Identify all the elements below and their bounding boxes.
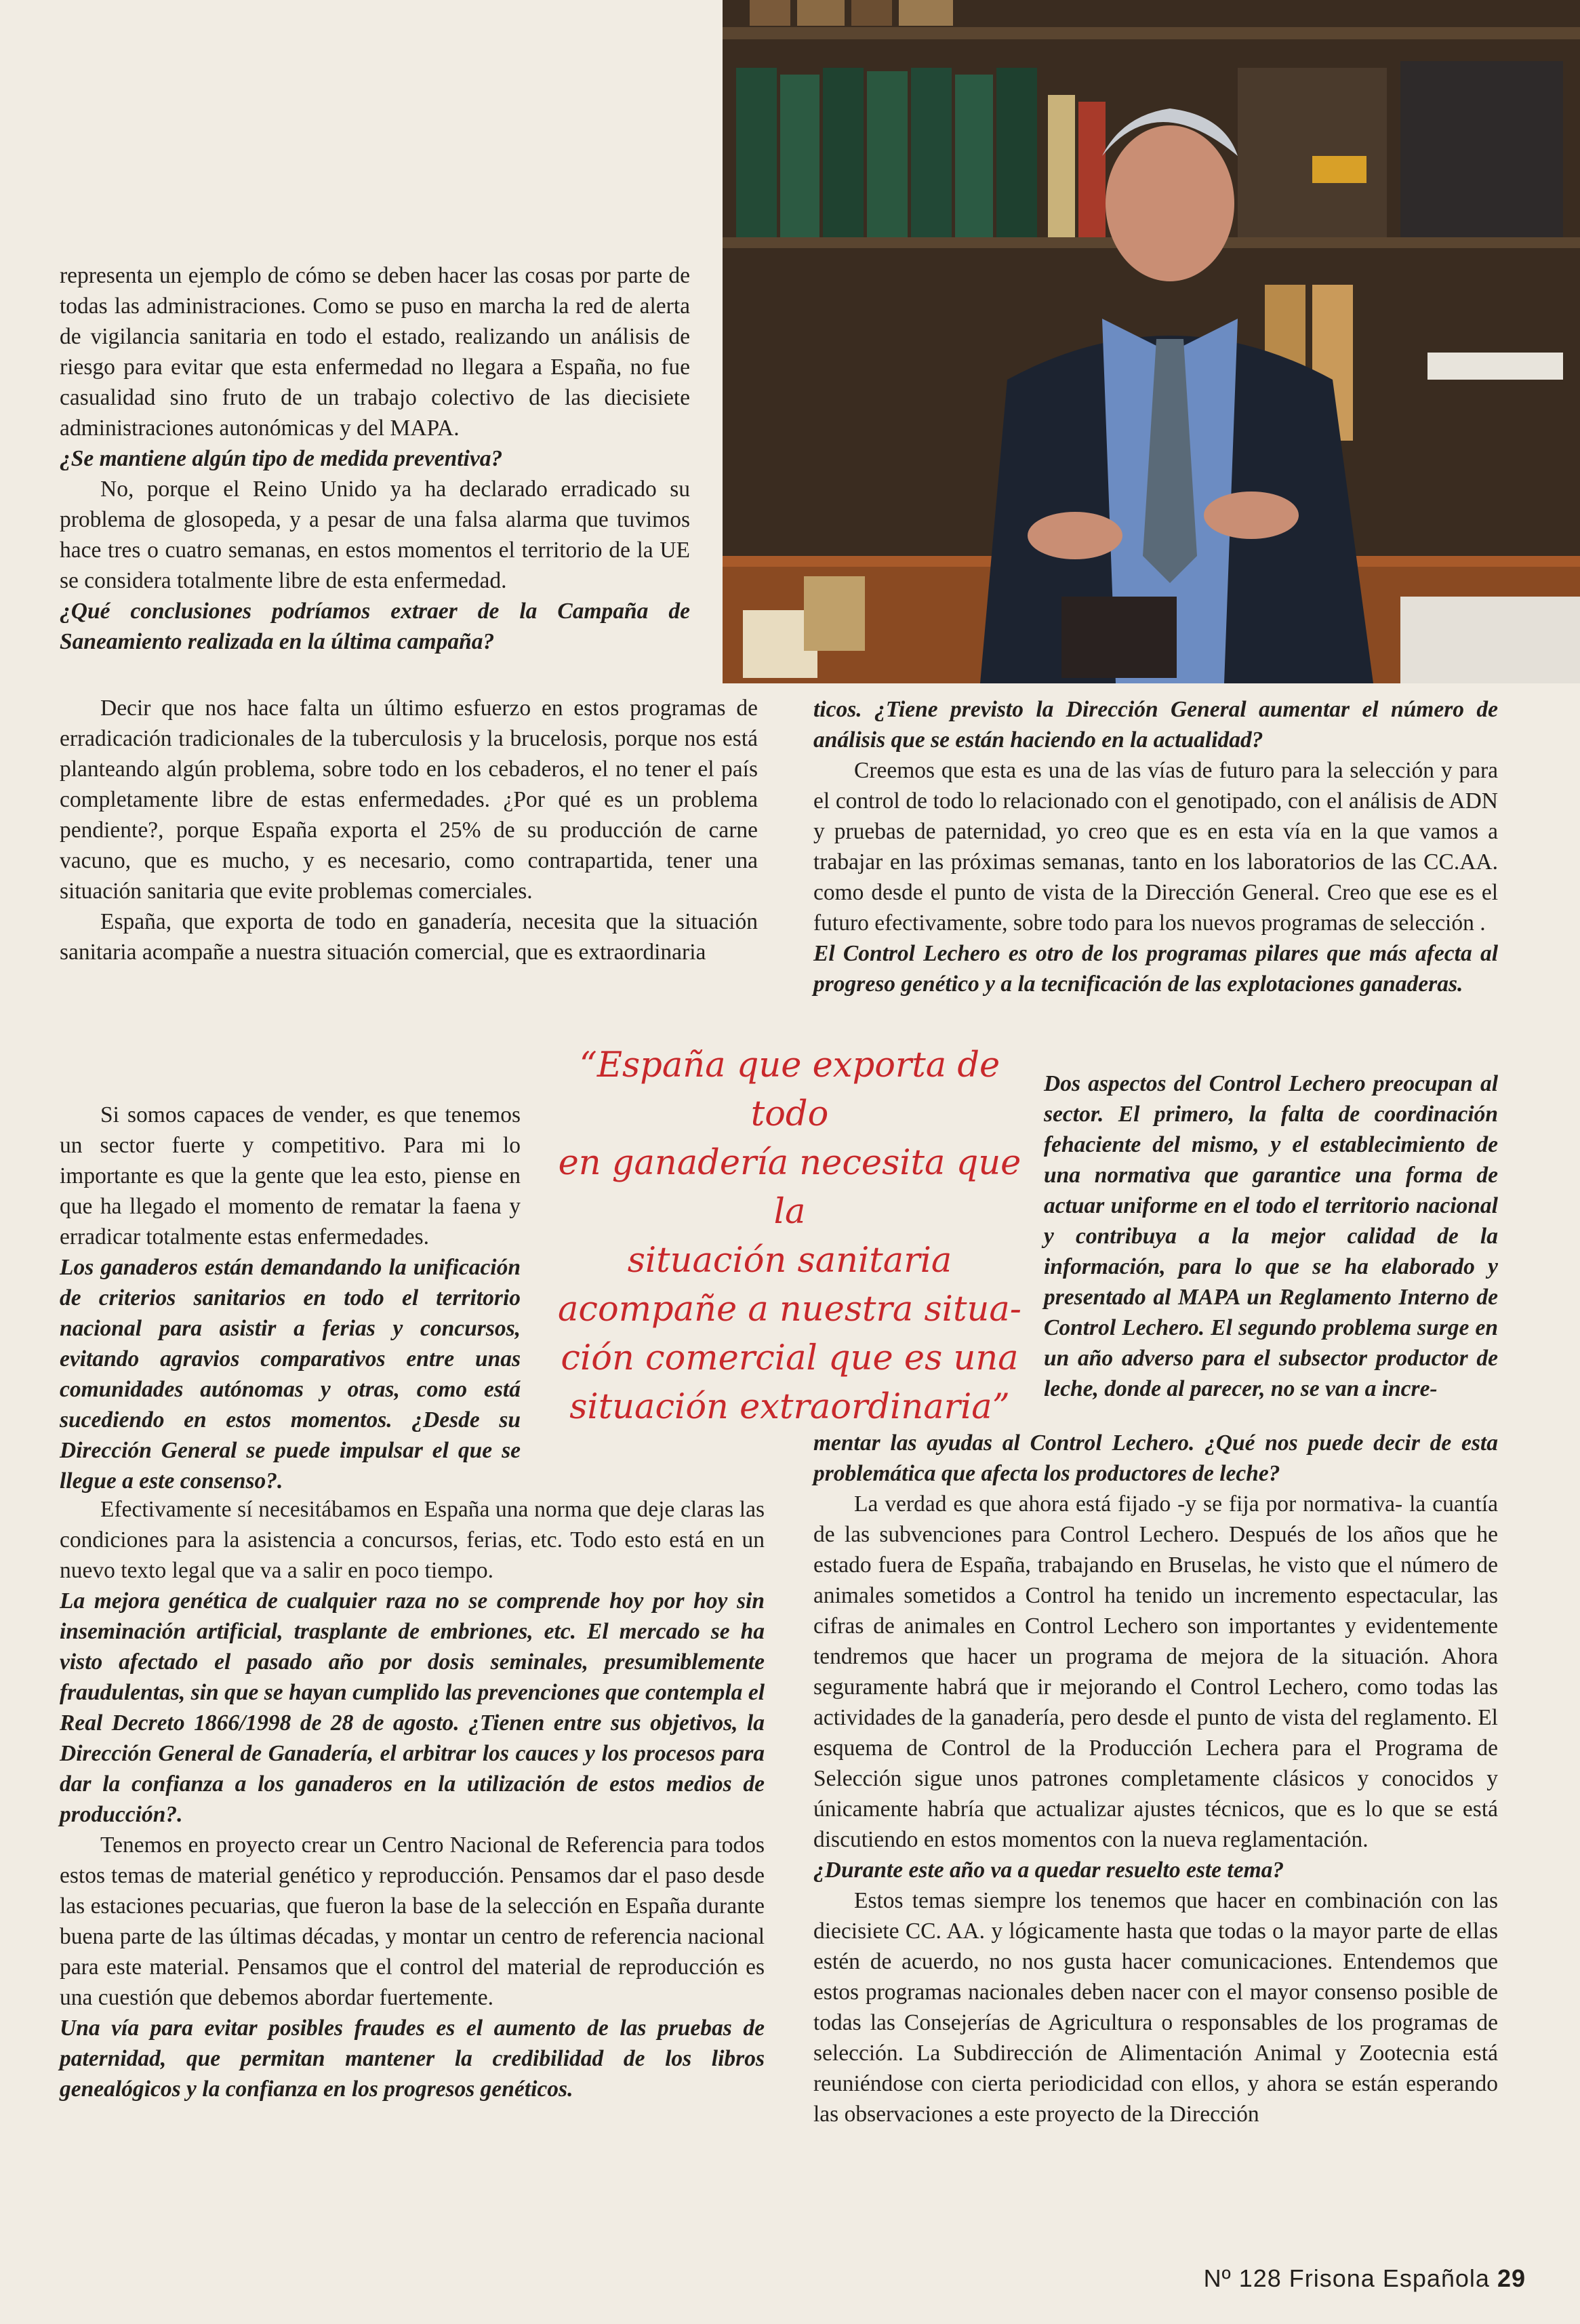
right-column-top bbox=[813, 694, 1498, 999]
question-paragraph: El Control Lechero es otro de los programas pilares que más afecta al progreso genético y a la tecnificación de las explotaciones ganaderas. bbox=[813, 941, 1498, 997]
question-paragraph: ticos. ¿Tiene previsto la Dirección General aumentar el número de análisis que se están haciendo en la actualidad? bbox=[813, 697, 1498, 753]
issue-label: Nº 128 Frisona Española bbox=[1203, 2264, 1490, 2292]
question-paragraph: ¿Se mantiene algún tipo de medida preventiva? bbox=[60, 446, 503, 471]
question-paragraph: ¿Qué conclusiones podríamos extraer de la Campaña de Saneamiento realizada en la última campaña? bbox=[60, 599, 690, 654]
left-column-bottom bbox=[60, 1494, 765, 2104]
question-paragraph: mentar las ayudas al Control Lechero. ¿Qué nos puede decir de esta problemática que afecta los productores de leche? bbox=[813, 1430, 1498, 1486]
answer-paragraph: No, porque el Reino Unido ya ha declarado erradicado su problema de glosopeda, y a pesar de una falsa alarma que tuvimos hace tres o cuatro semanas, en estos momentos el territorio de la UE se considera totalmente libre de esta enfermedad. bbox=[60, 477, 690, 593]
left-column-wrap bbox=[60, 1100, 521, 1496]
left-column-top bbox=[60, 260, 690, 657]
left-column-middle bbox=[60, 693, 758, 967]
answer-paragraph: representa un ejemplo de cómo se deben hacer las cosas por parte de todas las administraciones. Como se puso en marcha la red de alerta de vigilancia sanitaria en todo el estado, realizando un análisis de riesgo para evitar que esta enfermedad no llegara a España, no fue casualidad sino fruto de un trabajo colectivo de las diecisiete administraciones autonómicas y del MAPA. bbox=[60, 263, 690, 441]
question-paragraph: ¿Durante este año va a quedar resuelto este tema? bbox=[813, 1858, 1284, 1883]
answer-paragraph: Decir que nos hace falta un último esfuerzo en estos programas de erradicación tradicionales de la tuberculosis y la brucelosis, porque nos está planteando algún problema, sobre todo en los cebaderos, el no tener el país completamente libre de estas enfermedades. ¿Por qué es un problema pendiente?, porque España exporta el 25% de su producción de carne vacuno, que es mucho, y es necesario, como contrapartida, tener una situación sanitaria que evite problemas comerciales. bbox=[60, 696, 758, 904]
pull-quote-line: situación sanitaria bbox=[627, 1241, 952, 1281]
answer-paragraph: España, que exporta de todo en ganadería, necesita que la situación sanitaria acompañe a nuestra situación comercial, que es extraordinaria bbox=[60, 909, 758, 965]
pull-quote-line: ción comercial que es una bbox=[561, 1338, 1019, 1378]
pull-quote-line: situación extraordinaria” bbox=[569, 1387, 1010, 1427]
page-number: 29 bbox=[1497, 2264, 1526, 2292]
right-column-wrap bbox=[1044, 1068, 1498, 1404]
pull-quote-line: en ganadería necesita que la bbox=[558, 1143, 1021, 1232]
pull-quote-line: acompañe a nuestra situa- bbox=[558, 1289, 1021, 1329]
pull-quote bbox=[552, 1041, 1027, 1432]
right-column-bottom bbox=[813, 1428, 1498, 2129]
answer-paragraph: Efectivamente sí necesitábamos en España una norma que deje claras las condiciones para la asistencia a concursos, ferias, etc. Todo esto está en un nuevo texto legal que va a salir en poco tiempo. bbox=[60, 1497, 765, 1583]
pull-quote-line: “España que exporta de todo bbox=[579, 1045, 1000, 1134]
answer-paragraph: Tenemos en proyecto crear un Centro Nacional de Referencia para todos estos temas de material genético y reproducción. Pensamos dar el paso desde las estaciones pecuarias, que fueron la base de la selección en España durante buena parte de las últimas décadas, y montar un centro de referencia nacional para este material. Pensamos que el control del material de reproducción es una cuestión que debemos abordar fuertemente. bbox=[60, 1832, 765, 2010]
answer-paragraph: La verdad es que ahora está fijado -y se fija por normativa- la cuantía de las subvenciones para Control Lechero. Después de los años que he estado fuera de España, trabajando en Bruselas, he visto que el número de animales sometidos a Control ha tenido un incremento espectacular, las cifras de animales en Control Lechero son importantes y evidentemente tendremos que hacer un programa de mejora de la situación. Ahora seguramente habrá que ir mejorando el Control Lechero, como todas las actividades de la ganadería, pero desde el punto de vista del reglamento. El esquema de Control de la Producción Lechera para el Programa de Selección sigue unos patrones completamente clásicos y conocidos y únicamente habría que actualizar ajustes técnicos, que es lo que se está discutiendo en estos momentos con la nueva reglamentación. bbox=[813, 1491, 1498, 1852]
question-paragraph: La mejora genética de cualquier raza no se comprende hoy por hoy sin inseminación artificial, trasplante de embriones, etc. El mercado se ha visto afectado el pasado año por dosis seminales, presumiblemente fraudulentas, sin que se hayan cumplido las prevenciones que contempla el Real Decreto 1866/1998 de 28 de agosto. ¿Tienen entre sus objetivos, la Dirección General de Ganadería, el arbitrar los cauces y los procesos para dar la confianza a los ganaderos en la utilización de estos medios de producción?. bbox=[60, 1588, 765, 1827]
question-paragraph: Una vía para evitar posibles fraudes es el aumento de las pruebas de paternidad, que permitan mantener la credibilidad de los libros genealógicos y la confianza en los progresos genéticos. bbox=[60, 2016, 765, 2102]
photo-illustration bbox=[723, 0, 1580, 683]
question-paragraph: Dos aspectos del Control Lechero preocupan al sector. El primero, la falta de coordinación fehaciente del mismo, y el establecimiento de una normativa que garantice una forma de actuar uniforme en el todo el territorio nacional y contribuya a la mejor calidad de la información, para lo que se ha elaborado y presentado al MAPA un Reglamento Interno de Control Lechero. El segundo problema surge en un año adverso para el subsector productor de leche, donde al parecer, no se van a incre- bbox=[1044, 1071, 1498, 1401]
answer-paragraph: Creemos que esta es una de las vías de futuro para la selección y para el control de todo lo relacionado con el genotipado, con el análisis de ADN y pruebas de paternidad, yo creo que es en esta vía en la que vamos a trabajar en las próximas semanas, tanto en los laboratorios de las CC.AA. como desde el punto de vista de la Dirección General. Creo que ese es el futuro efectivamente, sobre todo para los nuevos programas de selección . bbox=[813, 758, 1498, 936]
question-paragraph: Los ganaderos están demandando la unificación de criterios sanitarios en todo el territorio nacional para asistir a ferias y concursos, evitando agravios comparativos entre unas comunidades autónomas y otras, como está sucediendo en estos momentos. ¿Desde su Dirección General se puede impulsar el que se llegue a este consenso?. bbox=[60, 1255, 521, 1494]
answer-paragraph: Estos temas siempre los tenemos que hacer en combinación con las diecisiete CC. AA. y lógicamente hasta que todas o la mayor parte de ellas estén de acuerdo, no nos gusta hacer comunicaciones. Entendemos que estos programas nacionales deben nacer con el mayor consenso posible de todas las Consejerías de Agricultura o responsables de los programas de selección. La Subdirección de Alimentación Animal y Zootecnia está reuniéndose con cierta periodicidad con ellos, y ahora se están esperando las observaciones a este proyecto de la Dirección bbox=[813, 1888, 1498, 2127]
answer-paragraph: Si somos capaces de vender, es que tenemos un sector fuerte y competitivo. Para mi lo importante es que la gente que lea esto, piense en que ha llegado el momento de rematar la faena y erradicar totalmente estas enfermedades. bbox=[60, 1102, 521, 1249]
interview-photo bbox=[723, 0, 1580, 683]
page-footer bbox=[1204, 2264, 1526, 2293]
